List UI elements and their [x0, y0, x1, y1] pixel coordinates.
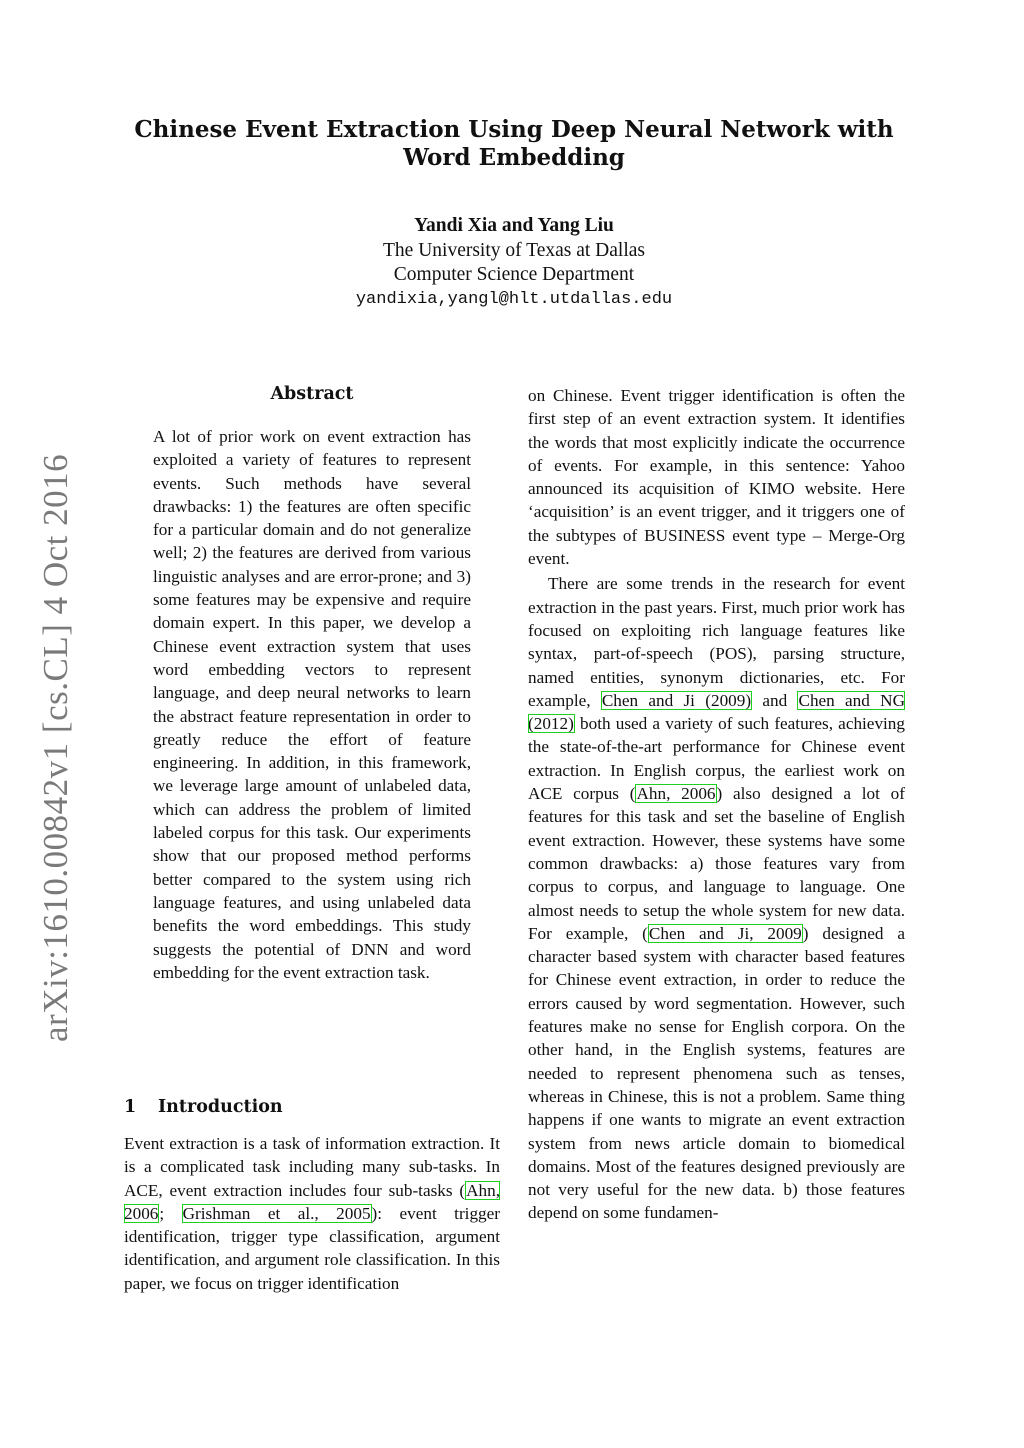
- intro-text-segment: ) also designed a lot of features for this task and set the baseline of English event extraction. However, these systems have some common drawbacks: a) those features vary from corpus to corpus, and language to language. One almost needs to setup the whole system for new data. For example, (: [528, 784, 905, 943]
- intro-text-segment: ): event trigger identification, trigger type classification, argument identification, and argument role classification. In this paper, we focus on trigger identification: [124, 1203, 500, 1293]
- affiliation: The University of Texas at Dallas: [383, 239, 645, 261]
- intro-text-segment: There are some trends in the research for event extraction in the past years. First, much prior work has focused on exploiting rich language features like syntax, part-of-speech (POS), parsing structure, named entities, synonym dictionaries, etc. For example,: [528, 574, 905, 710]
- intro-text-segment: ) designed a character based system with character based features for Chinese event extraction, in order to reduce the errors caused by word segmentation. However, such features make no sense for English corpora. On the other hand, in the English systems, features are needed to represent phenomena such as tenses, whereas in Chinese, this is not a problem. Same thing happens if one wants to migrate an event extraction system from news article domain to biomedical domains. Most of the features designed previously are not very useful for the new data. b) those features depend on some fundamen-: [528, 923, 905, 1223]
- author-email[interactable]: yandixia,yangl@hlt.utdallas.edu: [355, 289, 673, 309]
- intro-text-segment: both used a variety of such features, achieving the state-of-the-art performance for Chinese event extraction. In English corpus, the earliest work on ACE corpus (: [528, 714, 905, 804]
- author-names: Yandi Xia and Yang Liu: [414, 215, 614, 236]
- intro-text-segment: and: [752, 690, 798, 710]
- intro-paragraph-1-continued: on Chinese. Event trigger identification is often the first step of an event extraction system. It identifies the words that most explicitly indicate the occurrence of events. For example, in this sentence: Yahoo announced its acquisition of KIMO website. Here ‘acquisition’ is an event trigger, and it triggers one of the subtypes of BUSINESS event type – Merge-Org event.: [528, 386, 905, 569]
- author-block: [100, 214, 928, 312]
- citation-link[interactable]: Ahn, 2006: [636, 784, 716, 804]
- citation-link[interactable]: Chen and NG (2012): [528, 690, 905, 734]
- intro-paragraph-2: [528, 572, 905, 1224]
- paper-title: Chinese Event Extraction Using Deep Neural Network with Word Embedding: [134, 116, 894, 171]
- citation-link[interactable]: Grishman et al., 2005: [182, 1203, 371, 1223]
- abstract-paragraph: A lot of prior work on event extraction has exploited a variety of features to represent events. Such methods have several drawbacks: 1) the features are often specific for a particular domain and do not generalize well; 2) the features are derived from various linguistic analyses and are error-prone; and 3) some features may be expensive and require domain expert. In this paper, we develop a Chinese event extraction system that uses word embedding vectors to represent language, and deep neural networks to learn the abstract feature representation in order to greatly reduce the effort of feature engineering. In addition, in this framework, we leverage large amount of unlabeled data, which can address the problem of limited labeled corpus for this task. Our experiments show that our proposed method performs better compared to the system using rich language features, and using unlabeled data benefits the word embeddings. This study suggests the potential of DNN and word embedding for the event extraction task.: [153, 427, 471, 982]
- abstract-heading: Abstract: [270, 384, 354, 404]
- intro-text-segment: ;: [159, 1203, 182, 1223]
- introduction-left-column: [124, 1132, 500, 1295]
- arxiv-identifier: arXiv:1610.00842v1 [cs.CL] 4 Oct 2016: [36, 453, 75, 1042]
- right-column: [528, 384, 905, 1225]
- section-heading-introduction: [124, 1095, 500, 1119]
- section-title: Introduction: [158, 1097, 283, 1117]
- intro-text-segment: Event extraction is a task of information extraction. It is a complicated task including many sub-tasks. In ACE, event extraction includes four sub-tasks (: [124, 1134, 500, 1200]
- intro-paragraph-1: [124, 1132, 500, 1295]
- section-number: 1: [124, 1097, 137, 1117]
- department: Computer Science Department: [393, 264, 635, 285]
- citation-link[interactable]: Chen and Ji, 2009: [648, 923, 802, 943]
- abstract-text: [153, 425, 471, 984]
- citation-link[interactable]: Chen and Ji (2009): [601, 690, 752, 710]
- citation-link[interactable]: Ahn, 2006: [124, 1180, 500, 1223]
